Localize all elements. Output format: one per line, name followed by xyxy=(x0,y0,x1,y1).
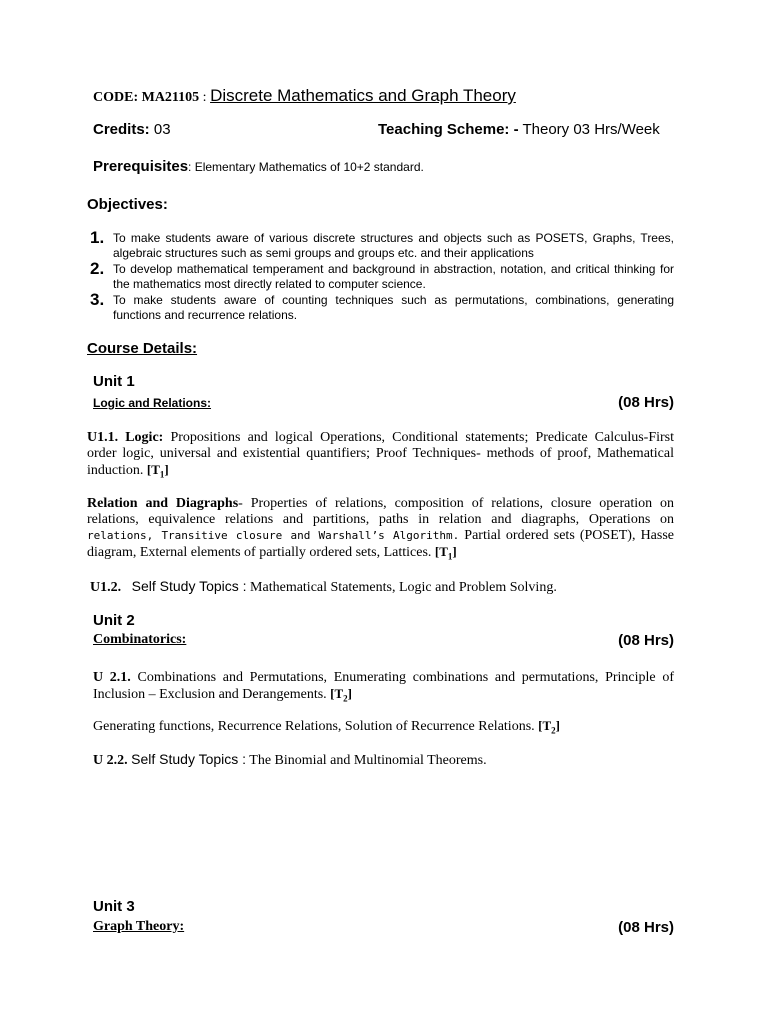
teaching-value: Theory 03 Hrs/Week xyxy=(518,121,660,138)
objective-number: 3. xyxy=(90,290,105,309)
ref-sub: 1 xyxy=(447,551,453,562)
ref-open: [T xyxy=(146,462,160,477)
relations-text-2: Partial ordered sets (POSET), Hasse diagram, External elements of partially ordered sets, Lattices. xyxy=(87,528,674,560)
ref-open: [T xyxy=(538,718,552,733)
code-separator: : xyxy=(199,90,211,105)
u12-label: U1.2. xyxy=(90,580,122,595)
u12-self-study: Self Study Topics : xyxy=(131,578,247,594)
u21-label: U 2.1. xyxy=(93,670,131,685)
objective-text: To develop mathematical temperament and background in abstraction, notation, and critical thinking for the mathematics most directly related to computer science. xyxy=(113,262,674,291)
course-details-heading: Course Details: xyxy=(87,340,198,357)
credits-label: Credits: xyxy=(93,121,150,138)
prereq-value: : Elementary Mathematics of 10+2 standard. xyxy=(188,160,424,174)
unit-1-hours: (08 Hrs) xyxy=(618,394,674,411)
objectives-heading: Objectives: xyxy=(87,196,168,213)
objective-text: To make students aware of various discrete structures and objects such as POSETS, Graphs, Trees, algebraic structures such as semi groups and groups etc. and their applications xyxy=(113,231,674,260)
ref-close: ] xyxy=(555,718,560,733)
course-code-line xyxy=(93,86,516,106)
u22-text: The Binomial and Multinomial Theorems. xyxy=(246,753,487,768)
ref-close: ] xyxy=(452,544,457,559)
ref-sub: 2 xyxy=(343,693,348,704)
unit-2-heading: Unit 2 xyxy=(93,612,135,629)
ref-close: ] xyxy=(164,462,169,477)
course-title: Discrete Mathematics and Graph Theory xyxy=(210,86,516,105)
u21-text: Combinations and Permutations, Enumerating combinations and permutations, Principle of Inclusion – Exclusion and Derangements. xyxy=(93,670,674,702)
credits xyxy=(93,121,171,138)
unit-3-topic: Graph Theory: xyxy=(93,919,185,934)
objective-text: To make students aware of counting techniques such as permutations, combinations, generating functions and recurrence relations. xyxy=(113,293,674,322)
u11-text: Propositions and logical Operations, Conditional statements; Predicate Calculus-First order logic, universal and existential quantifiers; Proof Techniques- methods of proof, Mathematical induction. xyxy=(87,430,674,478)
u22-self-study: Self Study Topics : xyxy=(131,751,247,767)
teaching-label: Teaching Scheme: - xyxy=(378,121,519,138)
unit-2-topic: Combinatorics: xyxy=(93,632,187,647)
u21-ref xyxy=(330,686,353,704)
u11-ref xyxy=(146,462,169,480)
u12-text: Mathematical Statements, Logic and Problem Solving. xyxy=(246,580,557,595)
unit-1-heading: Unit 1 xyxy=(93,373,135,390)
ref-open: [T xyxy=(330,686,344,701)
prereq-label: Prerequisites xyxy=(93,158,189,175)
unit-2-hours: (08 Hrs) xyxy=(618,632,674,649)
generating-functions-paragraph xyxy=(93,718,674,739)
relations-label: Relation and Diagraphs xyxy=(87,496,239,511)
ref-open: [T xyxy=(434,544,448,559)
objective-number: 2. xyxy=(90,259,105,278)
objective-number: 1. xyxy=(90,228,105,247)
ref-close: ] xyxy=(347,686,353,701)
u22-label: U 2.2. xyxy=(93,753,128,768)
u12-line xyxy=(90,578,557,596)
course-code: CODE: MA21105 xyxy=(93,90,200,105)
u11-paragraph xyxy=(87,430,674,483)
unit-3-hours: (08 Hrs) xyxy=(618,919,674,936)
ref-sub: 2 xyxy=(551,725,556,736)
credits-value: 03 xyxy=(149,121,171,138)
relations-ref xyxy=(434,544,457,562)
u21-paragraph xyxy=(93,670,674,707)
unit-3-heading: Unit 3 xyxy=(93,898,135,915)
relations-text-mono: relations, Transitive closure and Warshall’s Algorithm. xyxy=(87,529,460,542)
relations-text-1: - Properties of relations, composition of relations, closure operation on relations, equivalence relations and partitions, paths in relation and diagraphs, Operations on xyxy=(87,496,674,527)
prerequisites xyxy=(93,158,424,175)
u22-line xyxy=(93,751,487,769)
unit-1-topic: Logic and Relations: xyxy=(93,396,212,410)
gen-text: Generating functions, Recurrence Relations, Solution of Recurrence Relations. xyxy=(93,719,539,734)
ref-sub: 1 xyxy=(159,469,165,480)
gen-ref xyxy=(538,718,560,736)
u11-label: U1.1. Logic: xyxy=(87,430,164,445)
teaching-scheme xyxy=(378,121,660,138)
relations-paragraph xyxy=(87,496,674,565)
